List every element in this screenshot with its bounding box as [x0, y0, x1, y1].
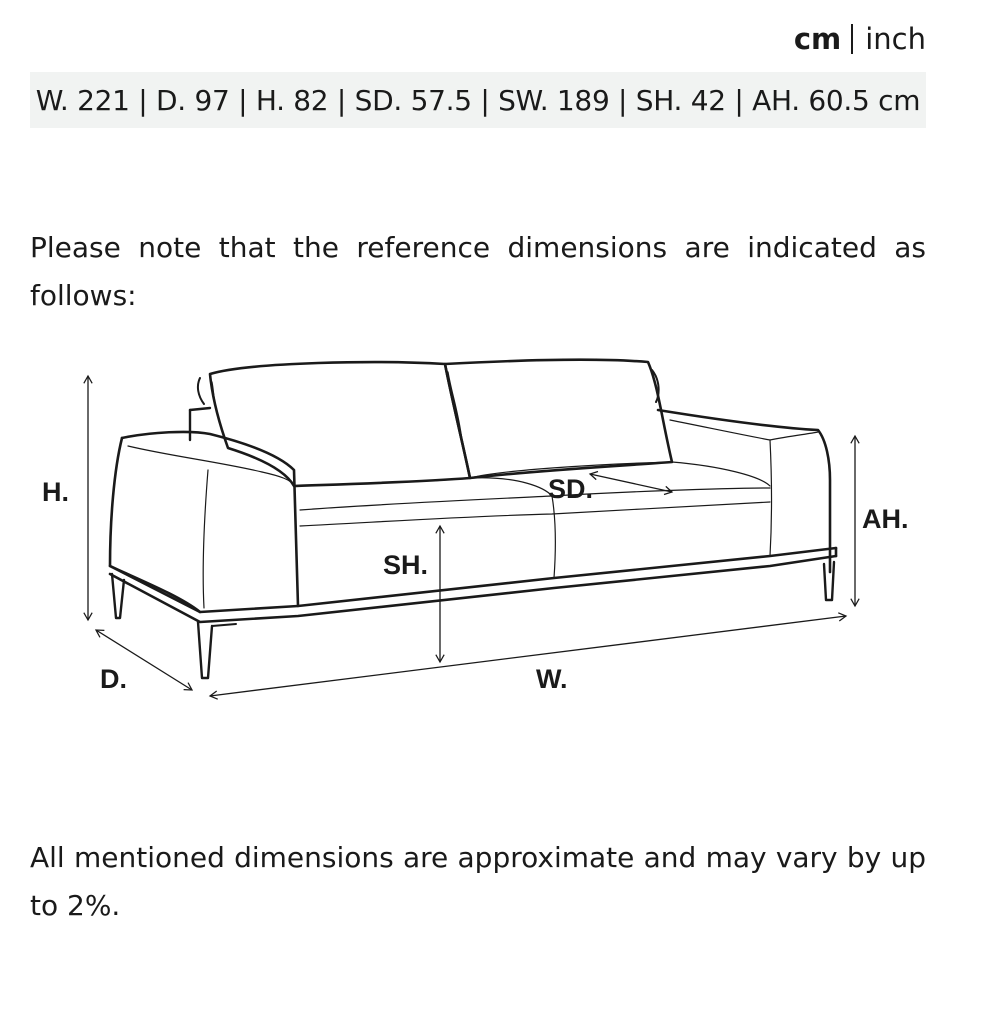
sofa-diagram-svg — [0, 330, 990, 730]
dimension-lines — [88, 376, 855, 696]
seat-depth-arrow — [590, 474, 672, 492]
arm-height-label: AH. — [862, 504, 909, 534]
width-arrow — [210, 616, 846, 696]
height-label: H. — [42, 477, 69, 507]
unit-toggle — [794, 22, 926, 56]
unit-cm-option[interactable]: cm — [793, 22, 842, 56]
dimensions-disclaimer: All mentioned dimensions are approximate and may vary by up to 2%. — [30, 841, 926, 922]
width-label: W. — [536, 664, 568, 694]
unit-inch-option[interactable]: inch — [865, 22, 926, 56]
seat-height-label: SH. — [383, 550, 429, 580]
depth-label: D. — [100, 664, 127, 694]
dimensions-summary-text: W. 221 | D. 97 | H. 82 | SD. 57.5 | SW. 189 | SH. 42 | AH. 60.5 cm — [35, 83, 921, 117]
sofa-dimension-diagram — [0, 330, 990, 730]
seat-depth-label: SD. — [548, 474, 594, 504]
unit-separator — [851, 24, 853, 54]
sofa-drawing — [110, 360, 836, 678]
reference-note: Please note that the reference dimensions are indicated as follows: — [30, 231, 926, 312]
dimensions-summary-bar — [30, 72, 926, 128]
